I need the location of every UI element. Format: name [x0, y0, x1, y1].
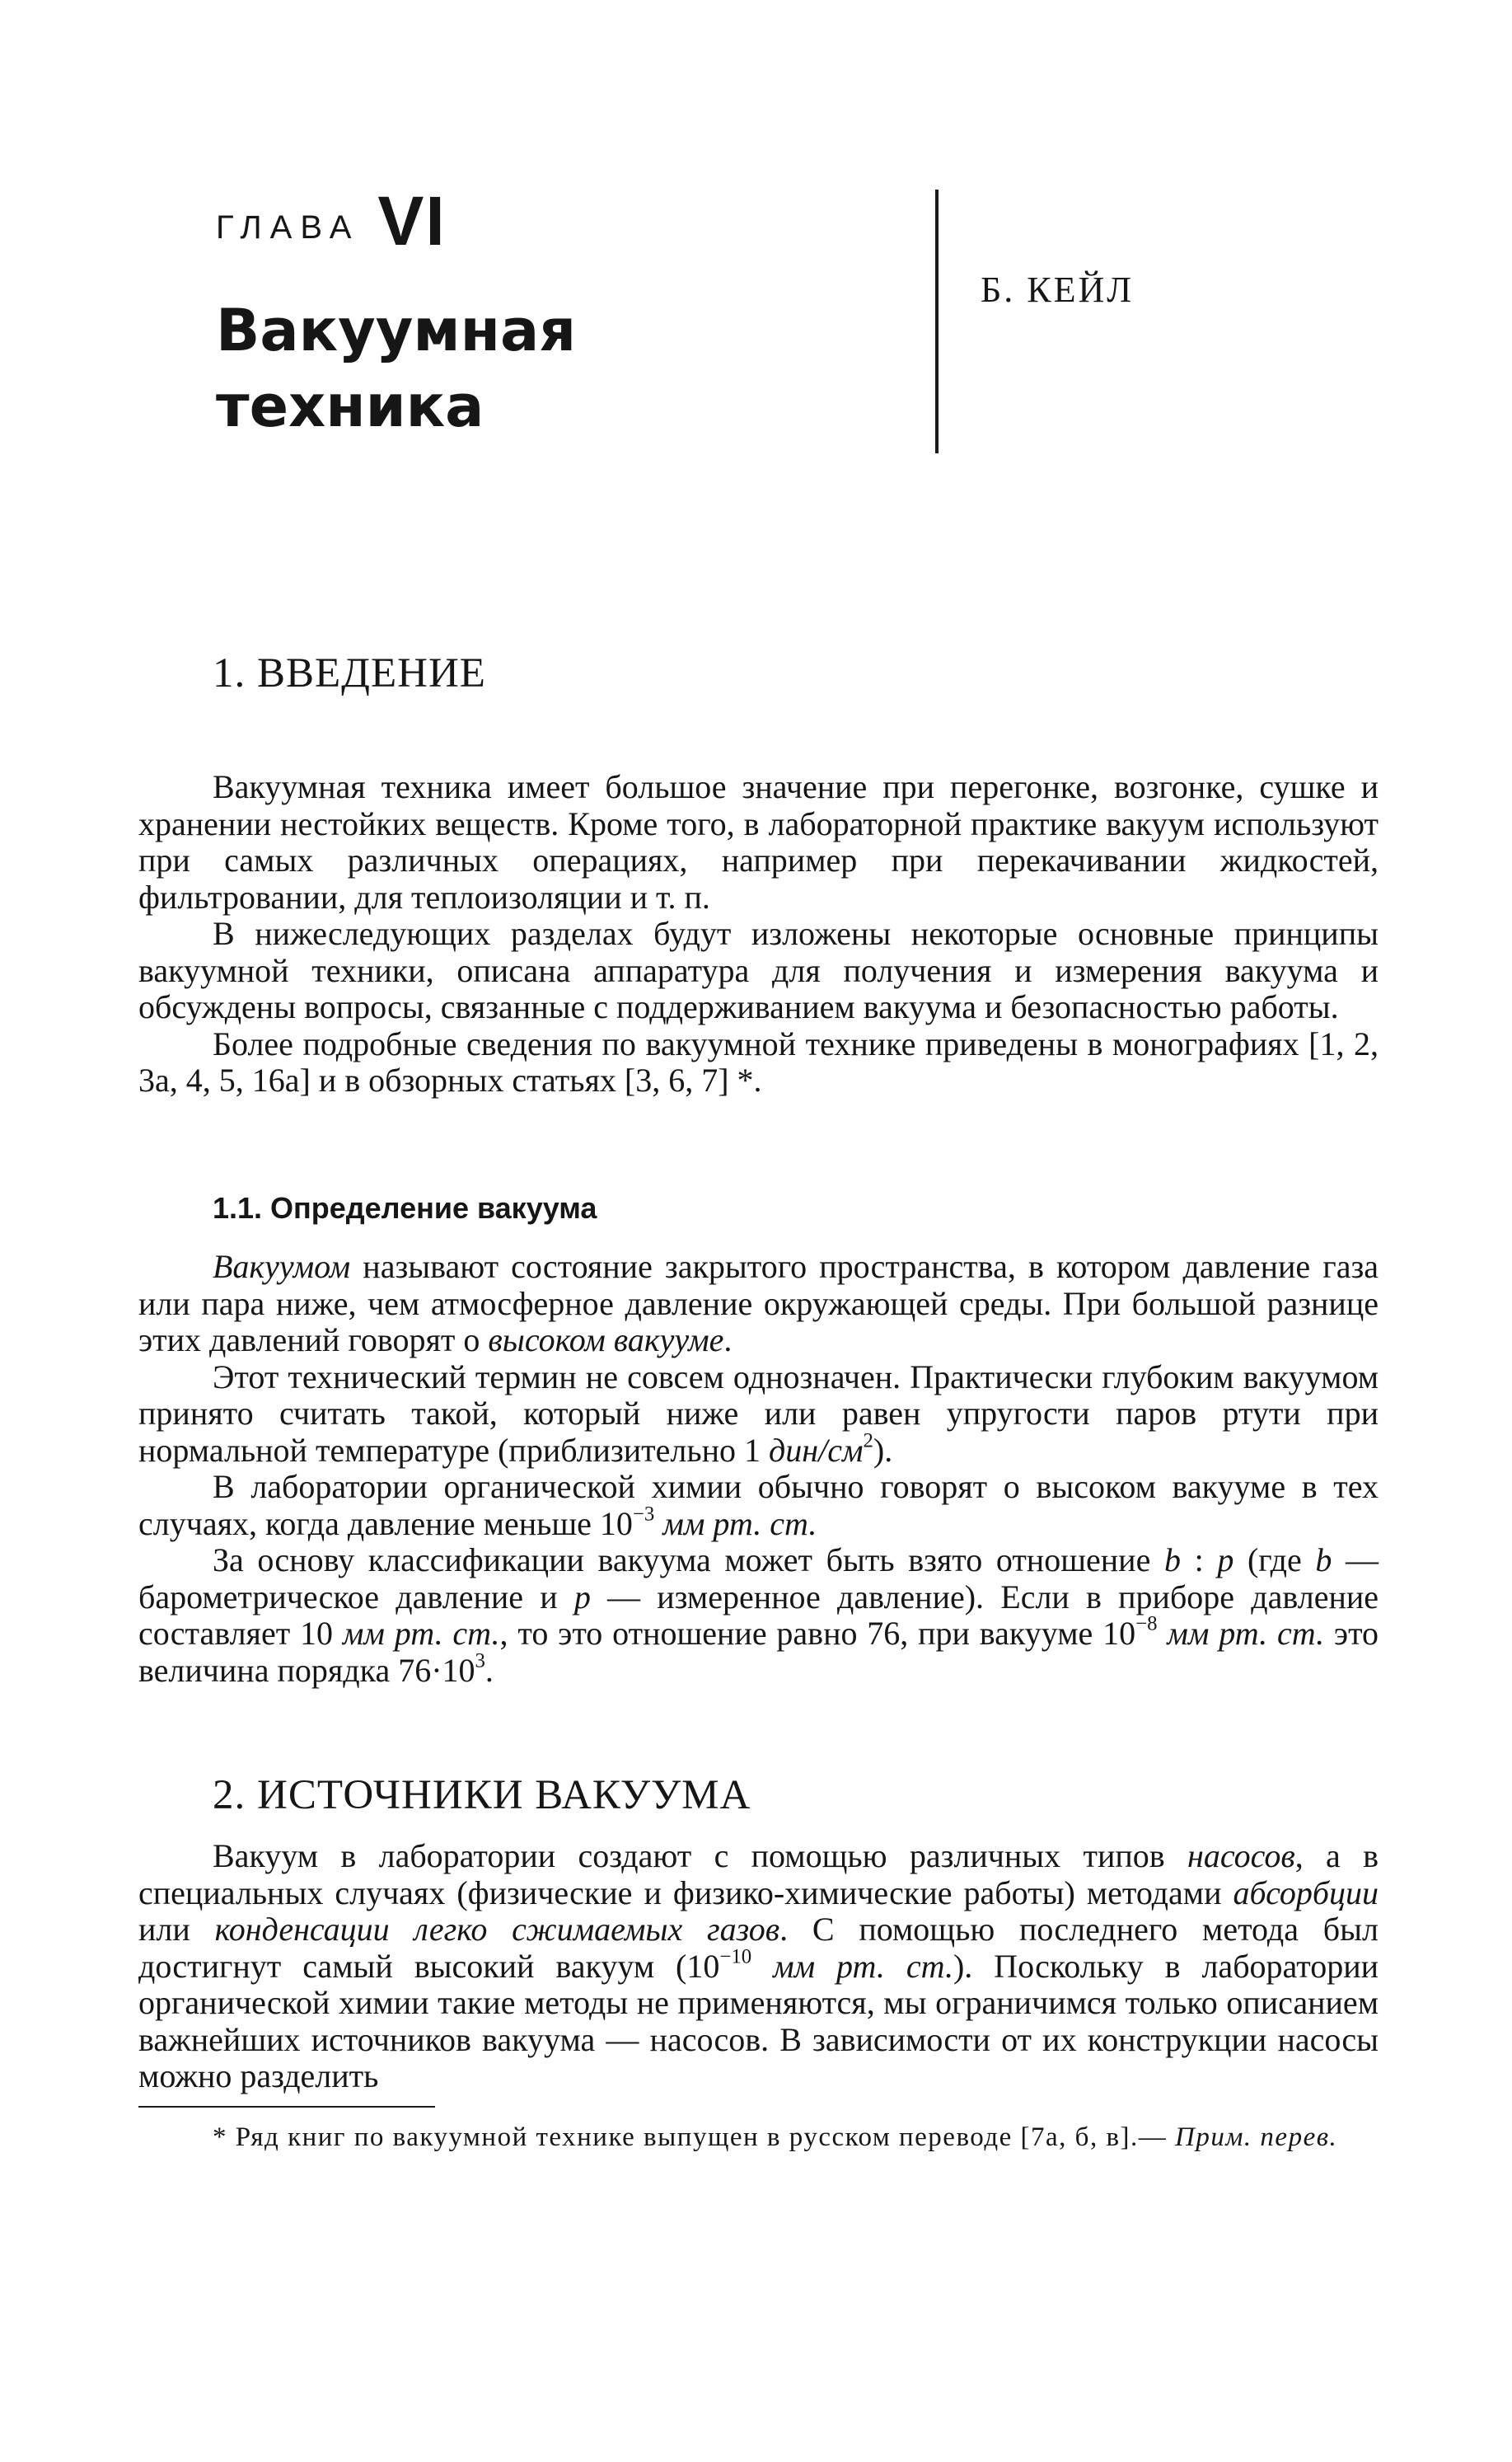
footnote-divider: [138, 2106, 435, 2108]
footnote: * Ряд книг по вакуумной технике выпущен в русском переводе [7а, б, в].— Прим. перев.: [213, 2122, 1338, 2152]
translator-note: Прим. перев.: [1175, 2122, 1338, 2152]
chapter-word: ГЛАВА: [216, 209, 360, 246]
paragraph: Этот технический термин не совсем однозначен. Практически глубоким вакуумом принято считать такой, который ниже или равен упругости паров ртути при нормальной температуре (приблизительно 1 дин/$см^2$).: [138, 1358, 1379, 1469]
section-heading-vacuum-sources: 2. ИСТОЧНИКИ ВАКУУМА: [213, 1772, 751, 1818]
header-divider: [935, 190, 939, 453]
paragraph: Более подробные сведения по вакуумной технике приведены в монографиях [1, 2, 3а, 4, 5, 16а] и в обзорных статьях [3, 6, 7] *.: [138, 1025, 1379, 1099]
paragraph: В лаборатории органической химии обычно говорят о высоком вакууме в тех случаях, когда давление меньше $10^{-3}$ мм рт. ст.: [138, 1468, 1379, 1542]
paragraph: За основу классификации вакуума может быть взято отношение b : p (где b — барометрическое давление и p — измеренное давление). Если в приборе давление составляет 10 мм рт. ст., то это отношение равно 76, при вакууме $10^{-8}$ мм рт. ст. это величина порядка $76\cdot 10^3$.: [138, 1541, 1379, 1689]
section-heading-introduction: 1. ВВЕДЕНИЕ: [213, 650, 486, 696]
introduction-text: [138, 769, 1379, 1100]
chapter-title: [216, 293, 793, 444]
chapter-title-line-2: техника: [216, 373, 484, 440]
subsection-heading-vacuum-definition: 1.1. Определение вакуума: [213, 1191, 597, 1225]
vacuum-sources-text: [138, 1838, 1379, 2095]
term-high-vacuum: высоком вакууме: [488, 1321, 724, 1358]
paragraph: В нижеследующих разделах будут изложены некоторые основные принципы вакуумной техники, описана аппаратура для получения и измерения вакуума и обсуждены вопросы, связанные с поддерживанием вакуума и безопасностью работы.: [138, 915, 1379, 1025]
chapter-label: [216, 181, 447, 260]
chapter-title-line-1: Вакуумная: [216, 297, 577, 364]
author-name: Б. КЕЙЛ: [981, 270, 1135, 310]
vacuum-definition-text: [138, 1249, 1379, 1689]
paragraph: Вакуум в лаборатории создают с помощью различных типов насосов, а в специальных случаях (физические и физико-химические работы) методами абсорбции или конденсации легко сжимаемых газов. С помощью последнего метода был достигнут самый высокий вакуум ($10^{-10}$ мм рт. ст.). Поскольку в лаборатории органической химии такие методы не применяются, мы ограничимся только описанием важнейших источников вакуума — насосов. В зависимости от их конструкции насосы можно разделить: [138, 1837, 1379, 2094]
chapter-number: VI: [377, 182, 447, 260]
paragraph: Вакуумная техника имеет большое значение при перегонке, возгонке, сушке и хранении нестойких веществ. Кроме того, в лабораторной практике вакуум используют при самых различных операциях, например при перекачивании жидкостей, фильтровании, для теплоизоляции и т. п.: [138, 768, 1379, 916]
paragraph: Вакуумом называют состояние закрытого пространства, в котором давление газа или пара ниже, чем атмосферное давление окружающей среды. При большой разнице этих давлений говорят о высоком вакууме.: [138, 1248, 1379, 1358]
term-vacuum: Вакуумом: [213, 1248, 351, 1285]
